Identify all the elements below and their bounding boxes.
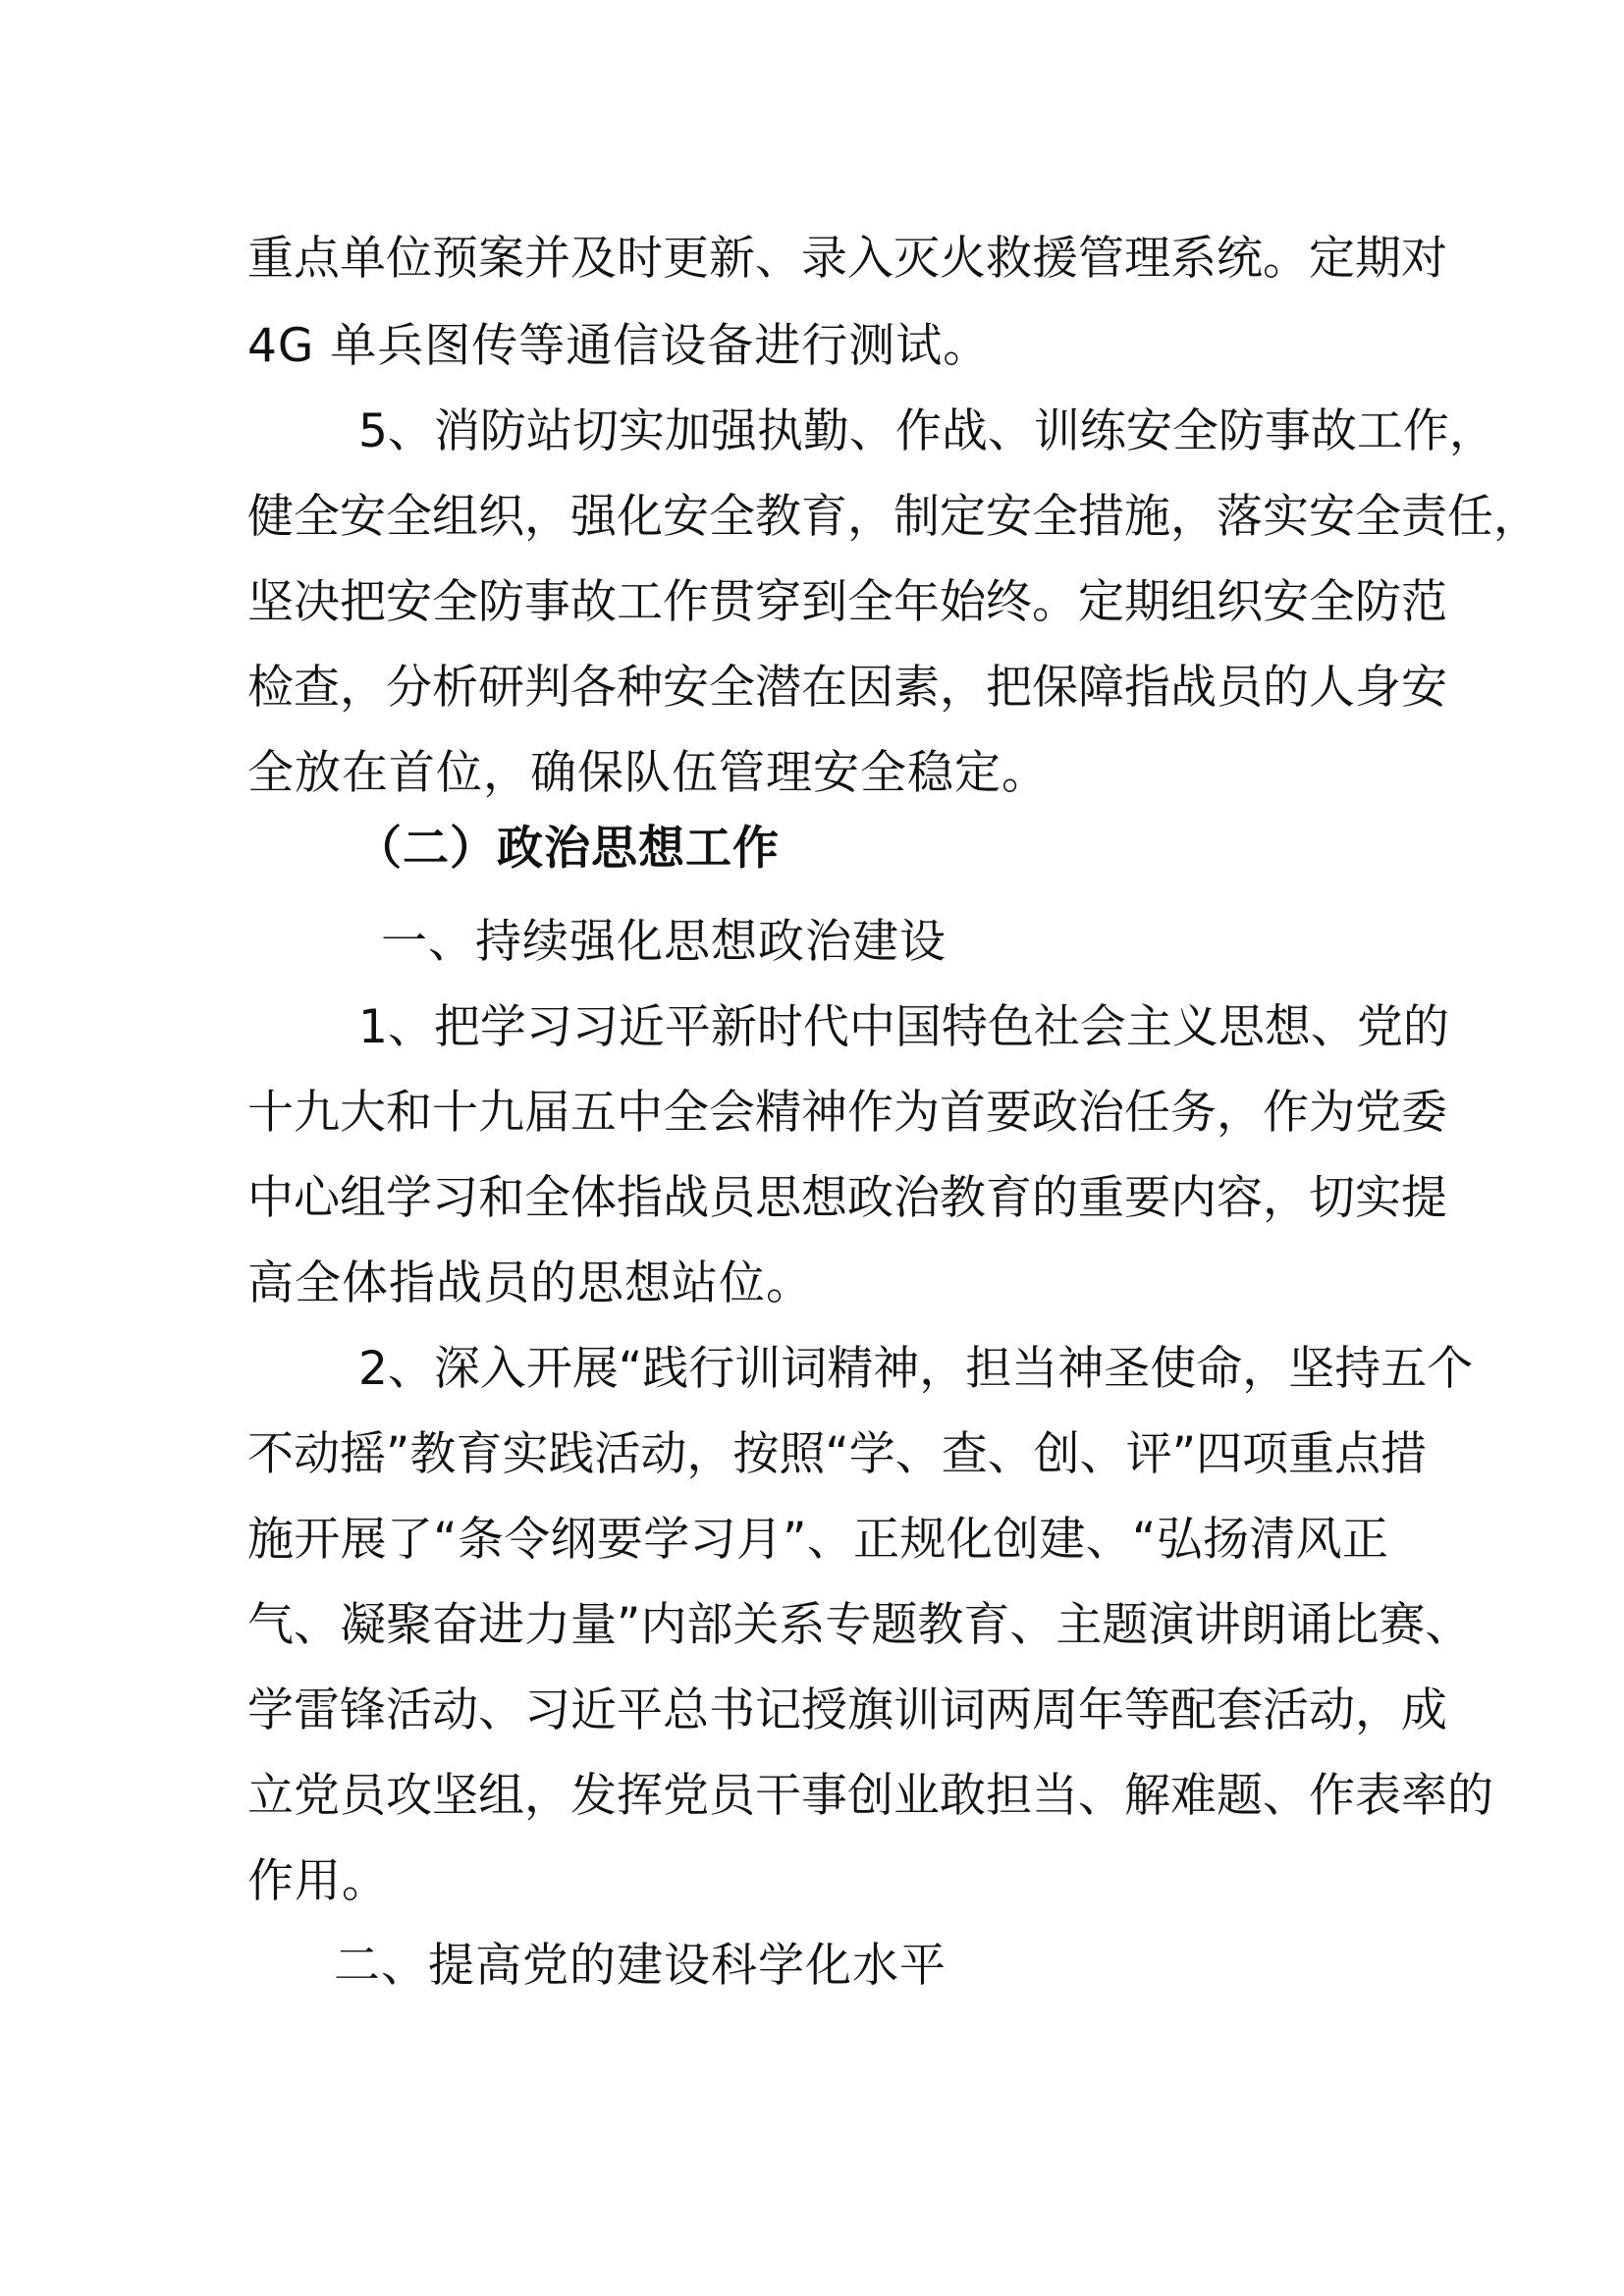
subsection-heading: 二、提高党的建设科学化水平 xyxy=(334,1939,947,1993)
paragraph-line: 气、凝聚奋进力量”内部关系专题教育、主题演讲朗诵比赛、 xyxy=(247,1598,1472,1652)
paragraph-line: 4G 单兵图传等通信设备进行测试。 xyxy=(247,319,991,373)
paragraph-line: 1、把学习习近平新时代中国特色社会主义思想、党的 xyxy=(358,1000,1449,1054)
paragraph-line: 不动摇”教育实践活动，按照“学、查、创、评”四项重点措 xyxy=(247,1427,1428,1481)
paragraph-line: 2、深入开展“践行训词精神，担当神圣使命，坚持五个 xyxy=(358,1342,1474,1396)
paragraph-line: 检查，分析研判各种安全潜在因素，把保障指战员的人身安 xyxy=(247,661,1447,715)
paragraph-line: 坚决把安全防事故工作贯穿到全年始终。定期组织安全防范 xyxy=(247,575,1447,629)
subsection-heading: 一、持续强化思想政治建设 xyxy=(381,915,947,969)
paragraph-line: 作用。 xyxy=(247,1854,389,1908)
paragraph-line: 高全体指战员的思想站位。 xyxy=(247,1256,813,1310)
paragraph-line: 中心组学习和全体指战员思想政治教育的重要内容，切实提 xyxy=(247,1171,1447,1225)
paragraph-line: 施开展了“条令纲要学习月”、正规化创建、“弘扬清风正 xyxy=(247,1513,1388,1567)
paragraph-line: 健全安全组织，强化安全教育，制定安全措施，落实安全责任， xyxy=(247,490,1540,544)
paragraph-line: 5、消防站切实加强执勤、作战、训练安全防事故工作， xyxy=(358,404,1495,458)
section-heading: （二）政治思想工作 xyxy=(355,822,780,876)
paragraph-line: 立党员攻坚组，发挥党员干事创业敢担当、解难题、作表率的 xyxy=(247,1769,1493,1823)
paragraph-line: 十九大和十九届五中全会精神作为首要政治任务，作为党委 xyxy=(247,1086,1447,1140)
paragraph-line: 学雷锋活动、习近平总书记授旗训词两周年等配套活动，成 xyxy=(247,1683,1447,1737)
paragraph-line: 全放在首位，确保队伍管理安全稳定。 xyxy=(247,746,1049,800)
paragraph-line: 重点单位预案并及时更新、录入灭火救援管理系统。定期对 xyxy=(247,232,1447,286)
